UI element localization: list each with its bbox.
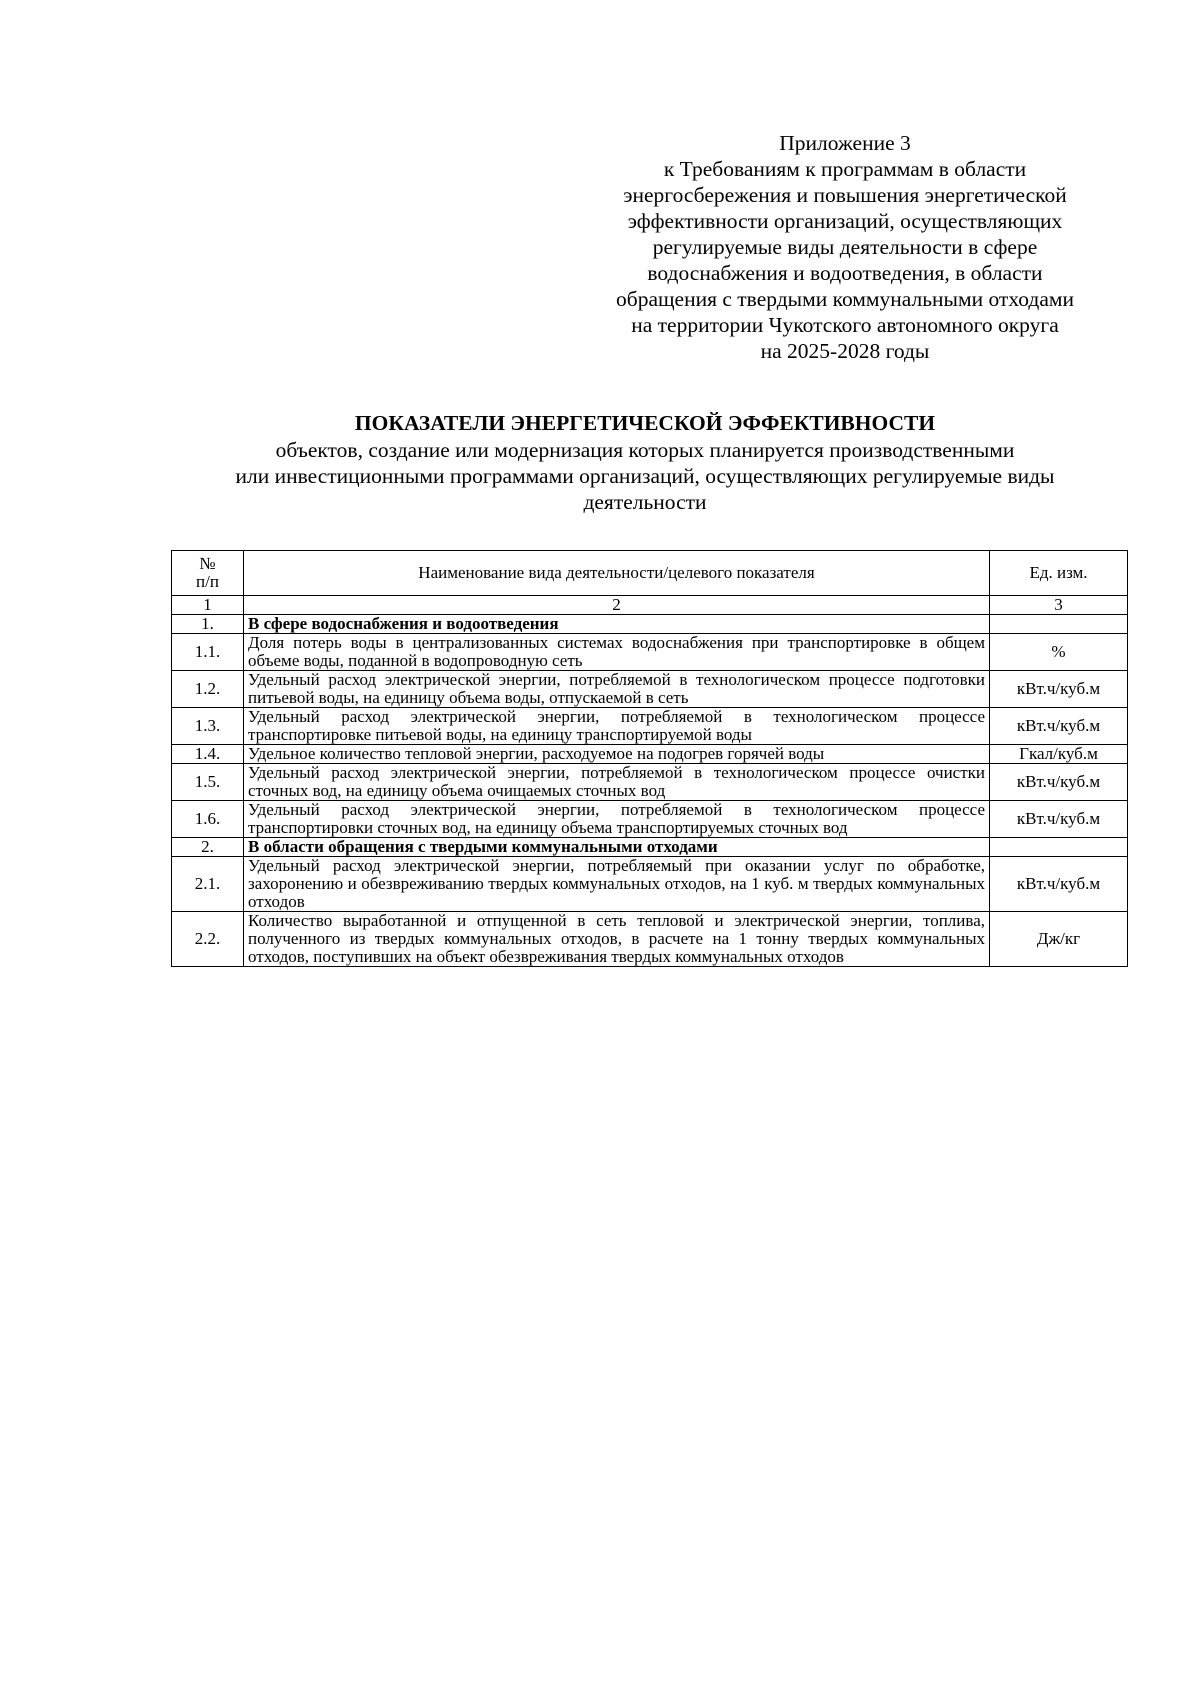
index-cell: 3 [990, 596, 1128, 615]
document-subtitle-line: объектов, создание или модернизация которых планируется производственными [275, 438, 1015, 462]
section-title: В области обращения с твердыми коммунальными отходами [244, 838, 990, 857]
document-subtitle-line: деятельности [583, 490, 707, 514]
row-number: 1.2. [172, 671, 244, 708]
appendix-line: Приложение 3 [779, 131, 911, 155]
table-row [172, 745, 1128, 764]
table-row [172, 764, 1128, 801]
header-num-line1: № [199, 554, 216, 573]
document-title: ПОКАЗАТЕЛИ ЭНЕРГЕТИЧЕСКОЙ ЭФФЕКТИВНОСТИ [354, 411, 936, 435]
indicator-name: Удельное количество тепловой энергии, расходуемое на подогрев горячей воды [244, 745, 990, 764]
section-title: В сфере водоснабжения и водоотведения [244, 615, 990, 634]
unit-cell [990, 615, 1128, 634]
unit-cell: Гкал/куб.м [990, 745, 1128, 764]
table-section-row [172, 615, 1128, 634]
header-unit: Ед. изм. [990, 551, 1128, 596]
appendix-line: на 2025-2028 годы [760, 339, 930, 363]
indicator-name: Удельный расход электрической энергии, потребляемой в технологическом процессе транспортировке питьевой воды, на единицу транспортируемой воды [244, 708, 990, 745]
row-number: 1.3. [172, 708, 244, 745]
table-section-row [172, 838, 1128, 857]
appendix-line: на территории Чукотского автономного округа [631, 313, 1059, 337]
unit-cell: кВт.ч/куб.м [990, 708, 1128, 745]
indicator-name: Удельный расход электрической энергии, потребляемой в технологическом процессе транспортировки сточных вод, на единицу объема транспортируемых сточных вод [244, 801, 990, 838]
unit-cell: кВт.ч/куб.м [990, 671, 1128, 708]
row-number: 1.5. [172, 764, 244, 801]
unit-cell [990, 838, 1128, 857]
table-row [172, 708, 1128, 745]
index-cell: 1 [172, 596, 244, 615]
appendix-line: к Требованиям к программам в области [663, 157, 1027, 181]
table-row [172, 634, 1128, 671]
header-num [172, 551, 244, 596]
header-name: Наименование вида деятельности/целевого показателя [244, 551, 990, 596]
table-row [172, 857, 1128, 912]
appendix-line: эффективности организаций, осуществляющих [627, 209, 1063, 233]
indicator-name: Удельный расход электрической энергии, потребляемой в технологическом процессе очистки сточных вод, на единицу объема очищаемых сточных вод [244, 764, 990, 801]
indicator-name: Доля потерь воды в централизованных системах водоснабжения при транспортировке в общем объеме воды, поданной в водопроводную сеть [244, 634, 990, 671]
unit-cell: % [990, 634, 1128, 671]
table-header-row [172, 551, 1128, 596]
row-number: 2.1. [172, 857, 244, 912]
unit-cell: кВт.ч/куб.м [990, 857, 1128, 912]
appendix-line: энергосбережения и повышения энергетической [623, 183, 1067, 207]
unit-cell: кВт.ч/куб.м [990, 764, 1128, 801]
row-number: 1.4. [172, 745, 244, 764]
table-row [172, 671, 1128, 708]
indicator-name: Количество выработанной и отпущенной в сеть тепловой и электрической энергии, топлива, полученного из твердых коммунальных отходов, в расчете на 1 тонну твердых коммунальных отходов, поступивших на объект обезвреживания твердых коммунальных отходов [244, 912, 990, 967]
indicators-table [171, 550, 1128, 967]
table-row [172, 801, 1128, 838]
table-row [172, 912, 1128, 967]
row-number: 2.2. [172, 912, 244, 967]
table-index-row [172, 596, 1128, 615]
appendix-line: регулируемые виды деятельности в сфере [652, 235, 1038, 259]
unit-cell: кВт.ч/куб.м [990, 801, 1128, 838]
row-number: 2. [172, 838, 244, 857]
row-number: 1.6. [172, 801, 244, 838]
document-heading [150, 410, 1140, 515]
appendix-line: водоснабжения и водоотведения, в области [647, 261, 1043, 285]
indicator-name: Удельный расход электрической энергии, потребляемой в технологическом процессе подготовки питьевой воды, на единицу объема воды, отпускаемой в сеть [244, 671, 990, 708]
document-subtitle-line: или инвестиционными программами организаций, осуществляющих регулируемые виды [235, 464, 1055, 488]
appendix-block [580, 130, 1110, 364]
row-number: 1.1. [172, 634, 244, 671]
indicator-name: Удельный расход электрической энергии, потребляемый при оказании услуг по обработке, захоронению и обезвреживанию твердых коммунальных отходов, на 1 куб. м твердых коммунальных отходов [244, 857, 990, 912]
row-number: 1. [172, 615, 244, 634]
index-cell: 2 [244, 596, 990, 615]
unit-cell: Дж/кг [990, 912, 1128, 967]
header-num-line2: п/п [196, 572, 219, 591]
appendix-line: обращения с твердыми коммунальными отходами [616, 287, 1074, 311]
